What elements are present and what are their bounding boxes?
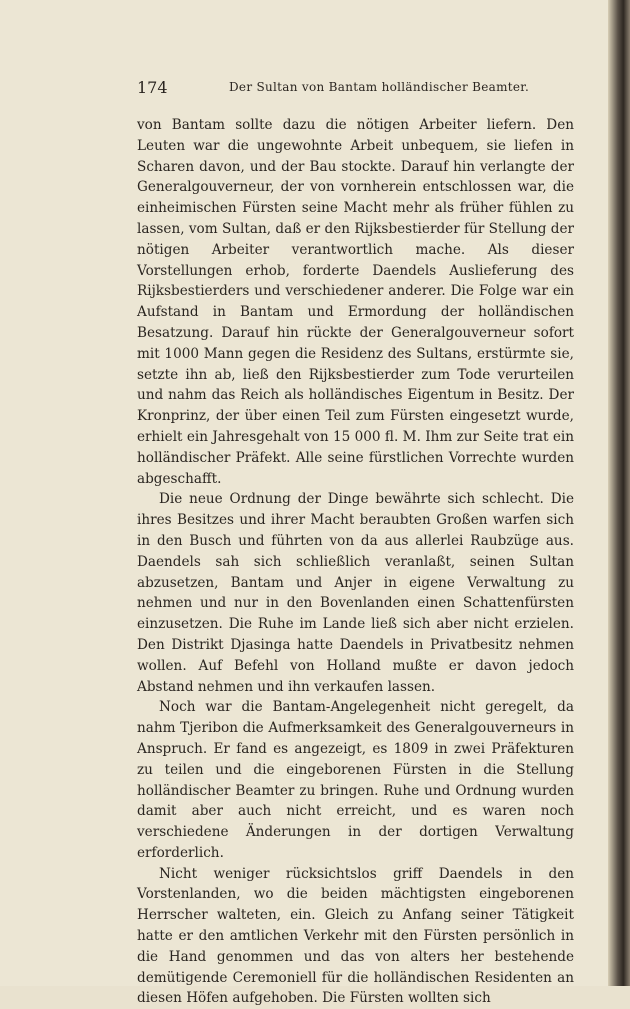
page-header xyxy=(137,76,577,100)
book-spine xyxy=(608,0,630,986)
page-body xyxy=(137,115,574,1009)
page-number: 174 xyxy=(137,78,168,97)
paragraph-2: Die neue Ordnung der Dinge bewährte sich schlecht. Die ihres Besitzes und ihrer Macht beraubten Großen warfen sich in den Busch und führten von da aus allerlei Raubzüge aus. Daendels sah sich schließlich veranlaßt, seinen Sultan abzusetzen, Bantam und Anjer in eigene Verwaltung zu nehmen und nur in den Bovenlanden einen Schattenfürsten einzusetzen. Die Ruhe im Lande ließ sich aber nicht erzielen. Den Distrikt Djasinga hatte Daendels in Privatbesitz nehmen wollen. Auf Befehl von Holland mußte er davon jedoch Abstand nehmen und ihn verkaufen lassen. xyxy=(137,491,574,695)
paragraph-4: Nicht weniger rücksichtslos griff Daendels in den Vorstenlanden, wo die beiden mächtigsten eingeborenen Herrscher walteten, ein. Gleich zu Anfang seiner Tätigkeit hatte er den amtlichen Verkehr mit den Fürsten persönlich in die Hand genommen und das von alters her bestehende demütigende Ceremoniell für die holländischen Residenten an diesen Höfen aufgehoben. Die Fürsten wollten sich xyxy=(137,865,574,1007)
paragraph-3: Noch war die Bantam-Angelegenheit nicht geregelt, da nahm Tjeribon die Aufmerksamkeit des Generalgouverneurs in Anspruch. Er fand es angezeigt, es 1809 in zwei Präfekturen zu teilen und die eingeborenen Fürsten in die Stellung holländischer Beamter zu bringen. Ruhe und Ordnung wurden damit aber auch nicht erreicht, und es waren noch verschiedene Änderungen in der dortigen Verwaltung erforderlich. xyxy=(137,699,574,861)
running-head: Der Sultan von Bantam holländischer Beamter. xyxy=(229,80,530,94)
paragraph-1: von Bantam sollte dazu die nötigen Arbeiter liefern. Den Leuten war die ungewohnte Arbeit unbequem, sie liefen in Scharen davon, und der Bau stockte. Darauf hin verlangte der Generalgouverneur, der von vornherein entschlossen war, die einheimischen Fürsten seine Macht mehr als früher fühlen zu lassen, vom Sultan, daß er den Rijksbestierder für Stellung der nötigen Arbeiter verantwortlich mache. Als dieser Vorstellungen erhob, forderte Daendels Auslieferung des Rijksbestierders und verschiedener anderer. Die Folge war ein Aufstand in Bantam und Ermordung der holländischen Besatzung. Darauf hin rückte der Generalgouverneur sofort mit 1000 Mann gegen die Residenz des Sultans, erstürmte sie, setzte ihn ab, ließ den Rijksbestierder zum Tode verurteilen und nahm das Reich als holländisches Eigentum in Besitz. Der Kronprinz, der über einen Teil zum Fürsten eingesetzt wurde, erhielt ein Jahresgehalt von 15 000 fl. M. Ihm zur Seite trat ein holländischer Präfekt. Alle seine fürstlichen Vorrechte wurden abgeschafft. xyxy=(137,117,574,487)
